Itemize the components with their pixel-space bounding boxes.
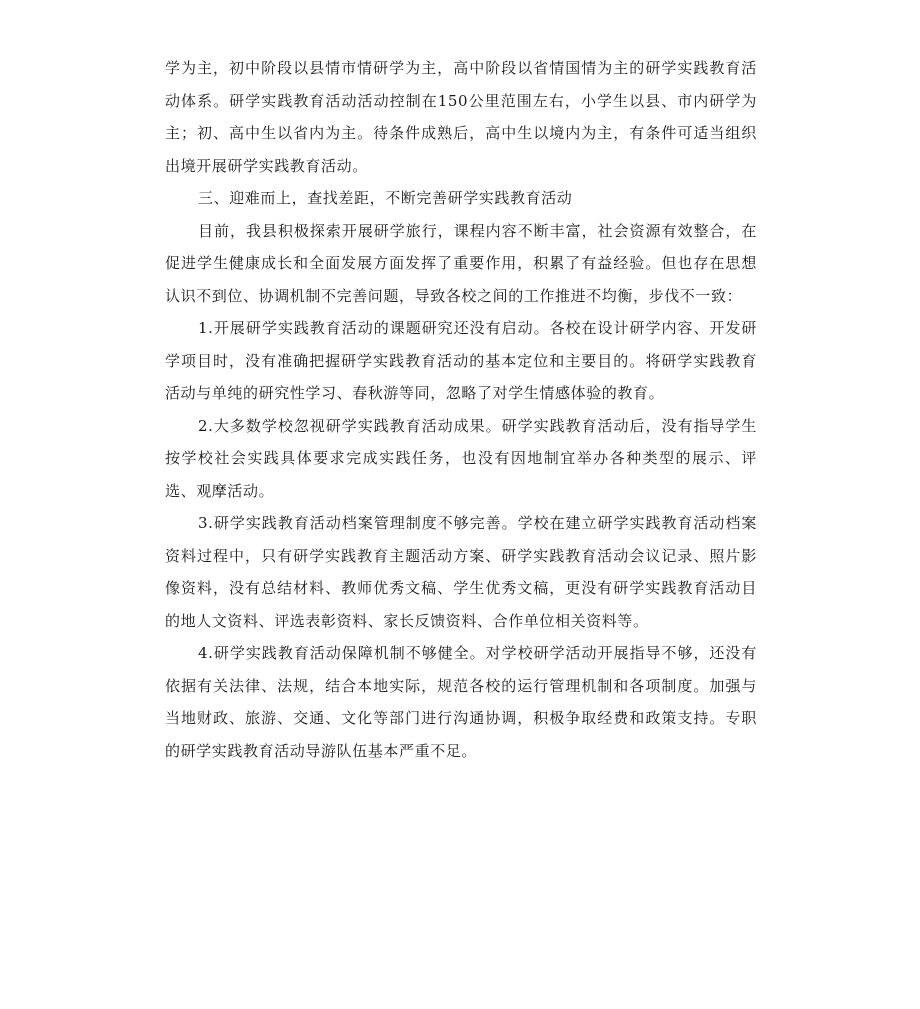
paragraph-continuation: 学为主，初中阶段以县情市情研学为主，高中阶段以省情国情为主的研学实践教育活动体系。研学实践教育活动活动控制在150公里范围左右，小学生以县、市内研学为主；初、高中生以省内为主。待条件成熟后，高中生以境内为主，有条件可适当组织出境开展研学实践教育活动。: [165, 59, 757, 175]
list-item-3: 3.研学实践教育活动档案管理制度不够完善。学校在建立研学实践教育活动档案资料过程中，只有研学实践教育主题活动方案、研学实践教育活动会议记录、照片影像资料，没有总结材料、教师优秀文稿、学生优秀文稿，更没有研学实践教育活动目的地人文资料、评选表彰资料、家长反馈资料、合作单位相关资料等。: [165, 514, 757, 630]
list-item-4: 4.研学实践教育活动保障机制不够健全。对学校研学活动开展指导不够，还没有依据有关法律、法规，结合本地实际，规范各校的运行管理机制和各项制度。加强与当地财政、旅游、交通、文化等部门进行沟通协调，积极争取经费和政策支持。专职的研学实践教育活动导游队伍基本严重不足。: [165, 644, 757, 760]
list-item-2: 2.大多数学校忽视研学实践教育活动成果。研学实践教育活动后，没有指导学生按学校社会实践具体要求完成实践任务，也没有因地制宜举办各种类型的展示、评选、观摩活动。: [165, 416, 757, 500]
paragraph-intro: 目前，我县积极探索开展研学旅行，课程内容不断丰富，社会资源有效整合，在促进学生健康成长和全面发展方面发挥了重要作用，积累了有益经验。但也存在思想认识不到位、协调机制不完善问题，导致各校之间的工作推进不均衡，步伐不一致：: [165, 221, 757, 305]
list-item-1: 1.开展研学实践教育活动的课题研究还没有启动。各校在设计研学内容、开发研学项目时，没有准确把握研学实践教育活动的基本定位和主要目的。将研学实践教育活动与单纯的研究性学习、春秋游等同，忽略了对学生情感体验的教育。: [165, 319, 757, 402]
section-heading: 三、迎难而上，查找差距，不断完善研学实践教育活动: [198, 189, 573, 207]
document-body: [165, 52, 757, 767]
